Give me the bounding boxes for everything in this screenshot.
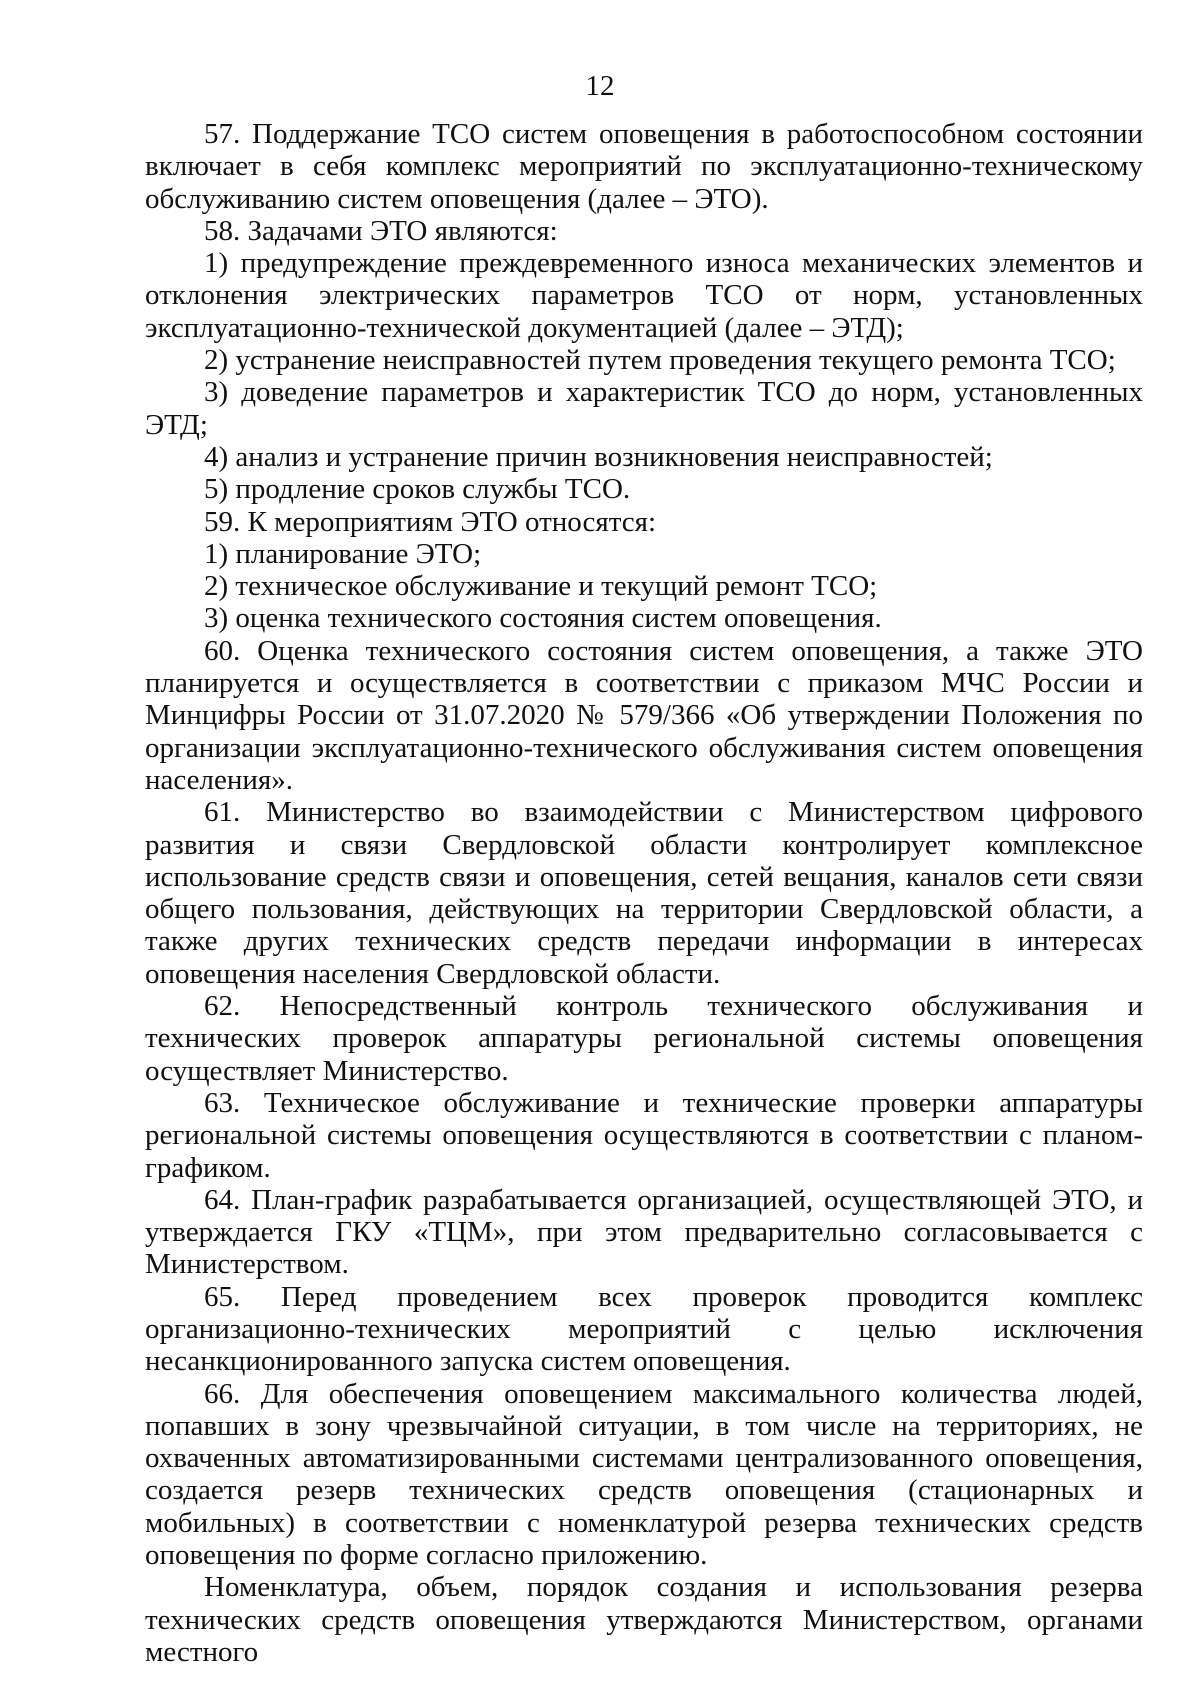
paragraph-60: 60. Оценка технического состояния систем оповещения, а также ЭТО планируется и осуществляется в соответствии с приказом МЧС России и Минцифры России от 31.07.2020 № 579/366 «Об утверждении Положения по организации эксплуатационно-технического обслуживания систем оповещения населения».	[145, 634, 1143, 796]
paragraph-nomenclature: Номенклатура, объем, порядок создания и использования резерва технических средств оповещения утверждаются Министерством, органами местного	[145, 1571, 1143, 1668]
paragraph-57: 57. Поддержание ТСО систем оповещения в работоспособном состоянии включает в себя комплекс мероприятий по эксплуатационно-техническому обслуживанию систем оповещения (далее – ЭТО).	[145, 118, 1143, 215]
list-item-58-4: 4) анализ и устранение причин возникновения неисправностей;	[204, 440, 993, 473]
document-body	[145, 118, 1143, 1668]
list-item-59-3: 3) оценка технического состояния систем оповещения.	[204, 602, 882, 635]
paragraph-62: 62. Непосредственный контроль технического обслуживания и технических проверок аппаратуры региональной системы оповещения осуществляет Министерство.	[145, 990, 1143, 1087]
list-item-58-1: 1) предупреждение преждевременного износа механических элементов и отклонения электрических параметров ТСО от норм, установленных эксплуатационно-технической документацией (далее – ЭТД);	[145, 247, 1143, 344]
paragraph-64: 64. План-график разрабатывается организацией, осуществляющей ЭТО, и утверждается ГКУ «ТЦМ», при этом предварительно согласовывается с Министерством.	[145, 1183, 1143, 1281]
list-item-58-2: 2) устранение неисправностей путем проведения текущего ремонта ТСО;	[204, 344, 1116, 377]
paragraph-63: 63. Техническое обслуживание и технические проверки аппаратуры региональной системы оповещения осуществляются в соответствии с планом-графиком.	[145, 1086, 1143, 1184]
paragraph-66: 66. Для обеспечения оповещением максимального количества людей, попавших в зону чрезвычайной ситуации, в том числе на территориях, не охваченных автоматизированными системами централизованного оповещения, создается резерв технических средств оповещения (стационарных и мобильных) в соответствии с номенклатурой резерва технических средств оповещения по форме согласно приложению.	[145, 1377, 1143, 1572]
paragraph-65: 65. Перед проведением всех проверок проводится комплекс организационно-технических мероприятий с целью исключения несанкционированного запуска систем оповещения.	[145, 1280, 1143, 1378]
list-item-58-5: 5) продление сроков службы ТСО.	[204, 473, 631, 506]
paragraph-61: 61. Министерство во взаимодействии с Министерством цифрового развития и связи Свердловской области контролирует комплексное использование средств связи и оповещения, сетей вещания, каналов сети связи общего пользования, действующих на территории Свердловской области, а также других технических средств передачи информации в интересах оповещения населения Свердловской области.	[145, 796, 1143, 990]
list-item-59-2: 2) техническое обслуживание и текущий ремонт ТСО;	[204, 570, 878, 603]
page-number: 12	[585, 70, 615, 102]
list-item-59-1: 1) планирование ЭТО;	[204, 537, 482, 570]
paragraph-58: 58. Задачами ЭТО являются:	[204, 214, 558, 247]
paragraph-59: 59. К мероприятиям ЭТО относятся:	[204, 505, 657, 538]
list-item-58-3: 3) доведение параметров и характеристик ТСО до норм, установленных ЭТД;	[145, 376, 1143, 441]
